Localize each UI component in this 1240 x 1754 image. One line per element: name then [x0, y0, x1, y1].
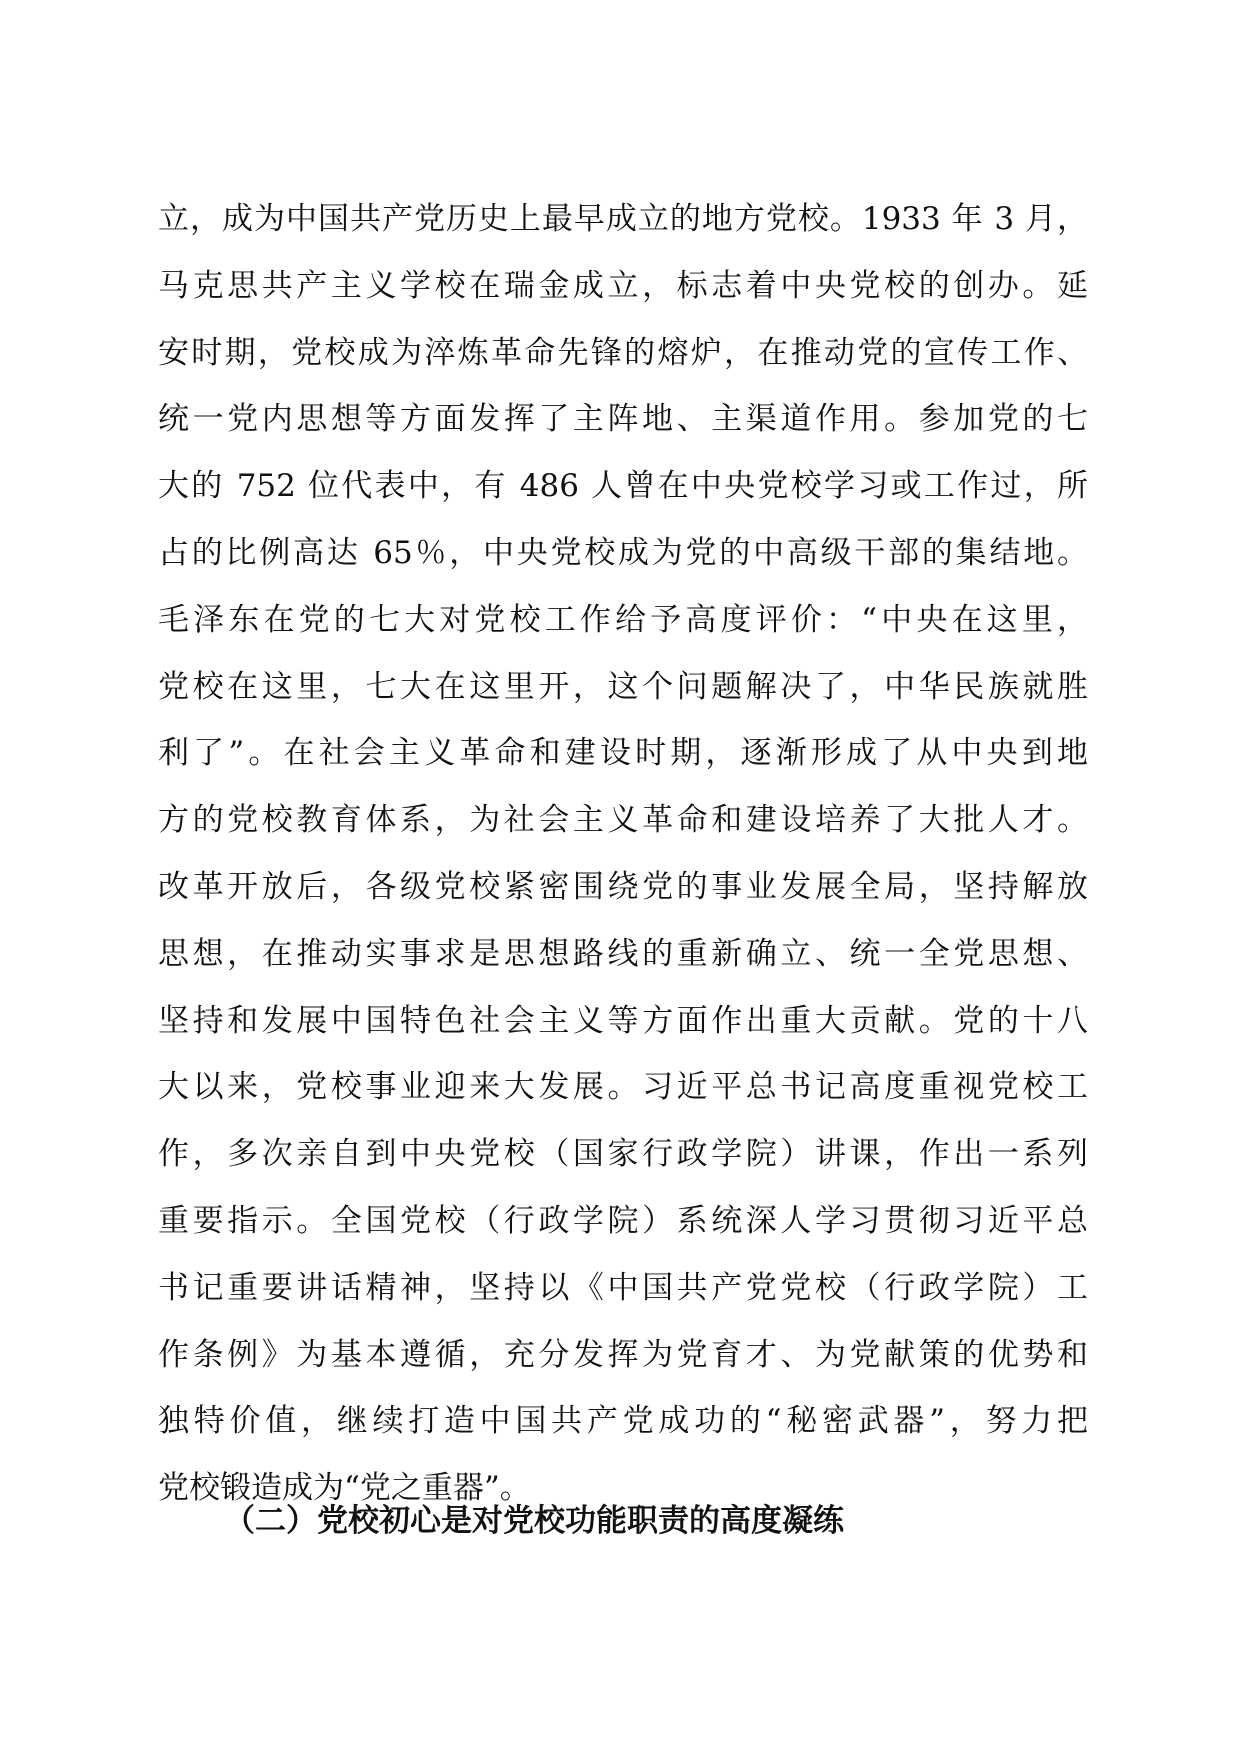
paragraph-line: 重要指示。全国党校（行政学院）系统深人学习贯彻习近平总 [158, 1202, 1088, 1239]
paragraph-line: 大以来，党校事业迎来大发展。习近平总书记高度重视党校工 [158, 1069, 1088, 1106]
body-paragraph [158, 186, 1088, 1522]
paragraph-line: 党校在这里，七大在这里开，这个问题解决了，中华民族就胜 [158, 668, 1088, 705]
paragraph-line: 党校锻造成为“党之重器”。 [158, 1470, 531, 1507]
paragraph-line: 统一党内思想等方面发挥了主阵地、主渠道作用。参加党的七 [158, 401, 1088, 438]
paragraph-line: 利了”。在社会主义革命和建设时期，逐渐形成了从中央到地 [158, 735, 1088, 772]
section-heading: （二）党校初心是对党校功能职责的高度凝练 [224, 1503, 844, 1539]
paragraph-line: 占的比例高达 65％，中央党校成为党的中高级干部的集结地。 [158, 534, 1088, 571]
paragraph-line: 大的 752 位代表中，有 486 人曾在中央党校学习或工作过，所 [158, 468, 1088, 505]
paragraph-line: 安时期，党校成为淬炼革命先锋的熔炉，在推动党的宣传工作、 [158, 334, 1088, 371]
paragraph-line: 方的党校教育体系，为社会主义革命和建设培养了大批人才。 [158, 802, 1088, 839]
paragraph-line: 改革开放后，各级党校紧密围绕党的事业发展全局，坚持解放 [158, 868, 1088, 905]
paragraph-line: 书记重要讲话精神，坚持以《中国共产党党校（行政学院）工 [158, 1269, 1088, 1306]
paragraph-line: 立，成为中国共产党历史上最早成立的地方党校。1933 年 3 月， [158, 201, 1088, 237]
paragraph-line: 坚持和发展中国特色社会主义等方面作出重大贡献。党的十八 [158, 1002, 1088, 1039]
paragraph-line: 作，多次亲自到中央党校（国家行政学院）讲课，作出一系列 [158, 1136, 1088, 1173]
paragraph-line: 独特价值，继续打造中国共产党成功的“秘密武器”，努力把 [158, 1403, 1088, 1440]
paragraph-line: 思想，在推动实事求是思想路线的重新确立、统一全党思想、 [158, 935, 1088, 972]
paragraph-line: 马克思共产主义学校在瑞金成立，标志着中央党校的创办。延 [158, 267, 1088, 304]
paragraph-line: 作条例》为基本遵循，充分发挥为党育才、为党献策的优势和 [158, 1336, 1088, 1373]
paragraph-line: 毛泽东在党的七大对党校工作给予高度评价：“中央在这里， [158, 601, 1088, 638]
